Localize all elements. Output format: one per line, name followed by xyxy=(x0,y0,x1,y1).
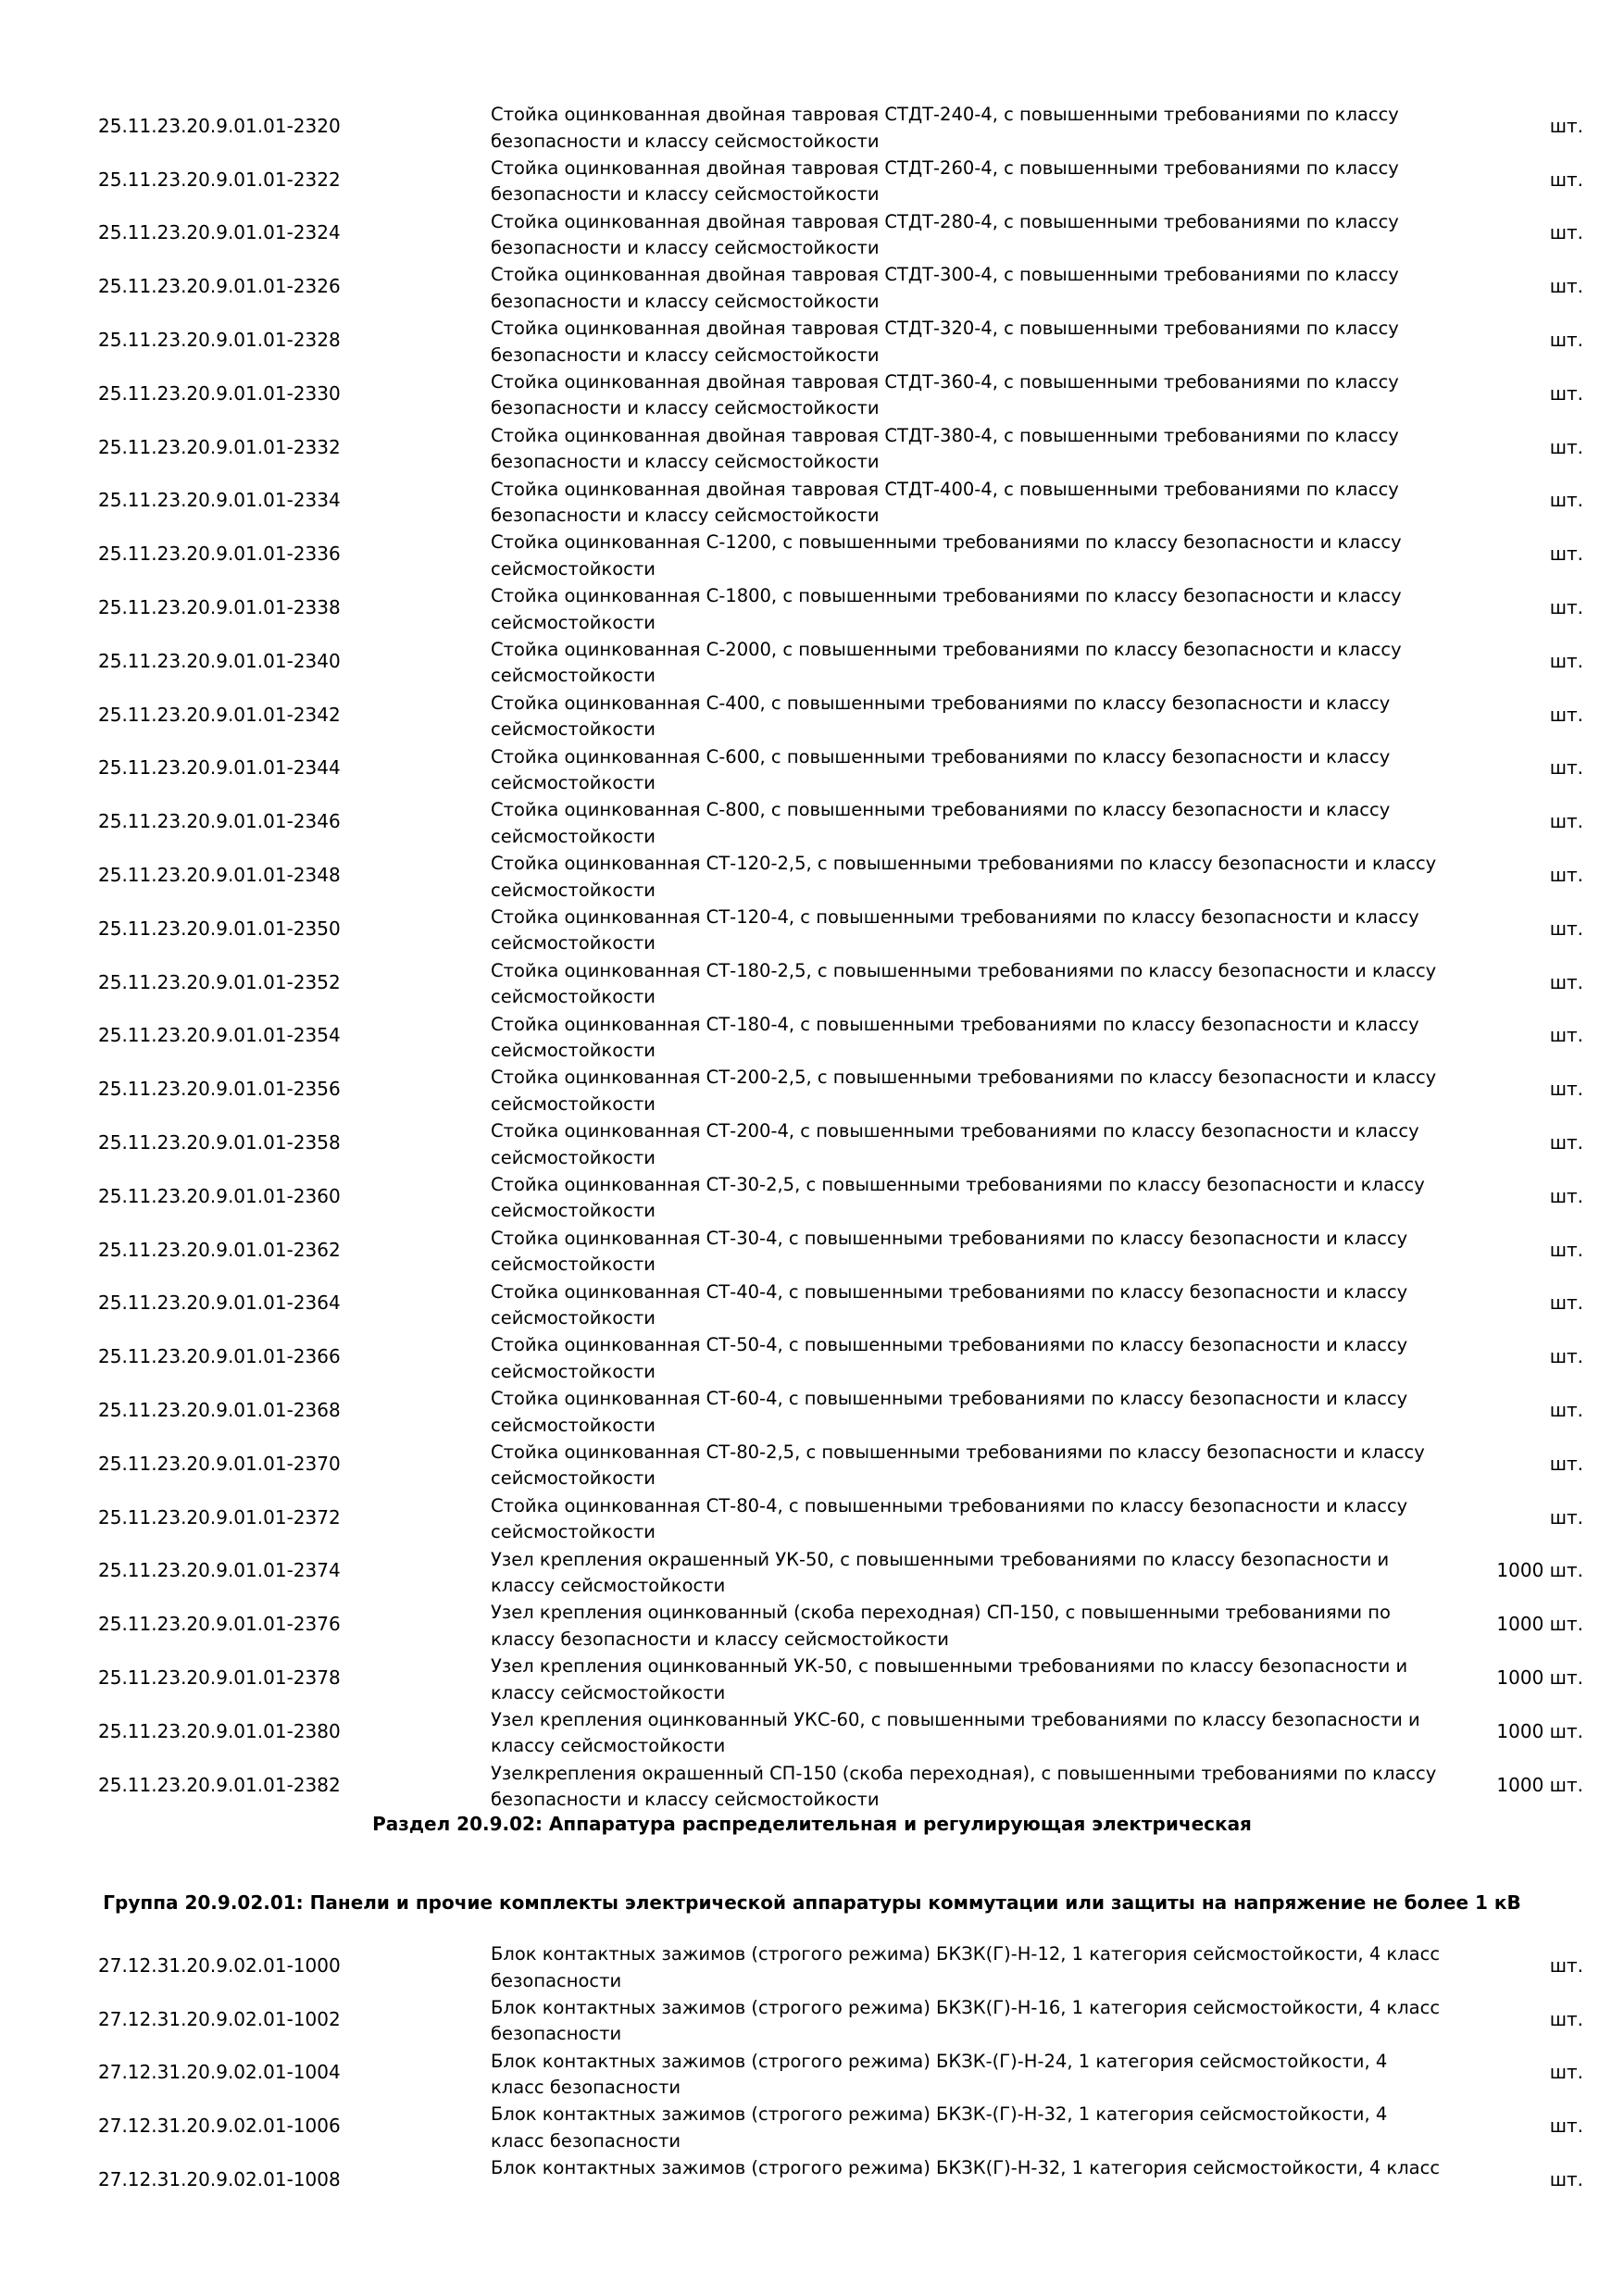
row-unit: шт. xyxy=(1549,1452,1583,1475)
table-row xyxy=(0,1116,1624,1169)
row-description: Стойка оцинкованная СТ-30-4, с повышенными требованиями по классу безопасности и классу сейсмостойкости xyxy=(491,1227,1408,1276)
row-code: 25.11.23.20.9.01.01-2350 xyxy=(98,917,341,940)
row-code: 27.12.31.20.9.02.01-1006 xyxy=(98,2115,341,2138)
row-code: 25.11.23.20.9.01.01-2356 xyxy=(98,1078,341,1101)
table-row xyxy=(0,580,1624,634)
group-title: Группа 20.9.02.01: Панели и прочие комплекты электрической аппаратуры коммутации или защиты на напряжение не более 1 кВ xyxy=(103,1891,1521,1914)
table-bottom xyxy=(0,1939,1624,2206)
row-unit: шт. xyxy=(1549,221,1583,244)
row-code: 25.11.23.20.9.01.01-2334 xyxy=(98,489,341,512)
table-row xyxy=(0,1383,1624,1437)
row-code: 25.11.23.20.9.01.01-2344 xyxy=(98,756,341,780)
row-description: Стойка оцинкованная двойная тавровая СТДТ-360-4, с повышенными требованиями по классу безопасности и классу сейсмостойкости xyxy=(491,370,1399,419)
row-description: Стойка оцинкованная двойная тавровая СТДТ-260-4, с повышенными требованиями по классу безопасности и классу сейсмостойкости xyxy=(491,156,1399,206)
row-unit: шт. xyxy=(1549,1953,1583,1977)
table-row xyxy=(0,1437,1624,1491)
row-description: Блок контактных зажимов (строгого режима) БКЗК-(Г)-Н-32, 1 категория сейсмостойкости, 4 класс безопасности xyxy=(491,2103,1388,2152)
row-code: 25.11.23.20.9.01.01-2372 xyxy=(98,1505,341,1529)
row-code: 25.11.23.20.9.01.01-2382 xyxy=(98,1773,341,1796)
row-code: 25.11.23.20.9.01.01-2324 xyxy=(98,221,341,244)
table-row xyxy=(0,794,1624,848)
row-description: Стойка оцинкованная С-400, с повышенными требованиями по классу безопасности и классу сейсмостойкости xyxy=(491,692,1391,741)
row-unit: 1000 шт. xyxy=(1496,1719,1583,1742)
row-code: 25.11.23.20.9.01.01-2352 xyxy=(98,970,341,993)
row-description: Стойка оцинкованная С-1200, с повышенными требованиями по классу безопасности и классу сейсмостойкости xyxy=(491,531,1402,580)
row-unit: шт. xyxy=(1549,2168,1583,2191)
table-row xyxy=(0,99,1624,153)
row-code: 25.11.23.20.9.01.01-2348 xyxy=(98,864,341,887)
row-unit: шт. xyxy=(1549,864,1583,887)
row-unit: шт. xyxy=(1549,1345,1583,1368)
row-unit: шт. xyxy=(1549,1238,1583,1261)
row-description: Стойка оцинкованная С-800, с повышенными требованиями по классу безопасности и классу сейсмостойкости xyxy=(491,799,1391,847)
row-description: Стойка оцинкованная двойная тавровая СТДТ-280-4, с повышенными требованиями по классу безопасности и классу сейсмостойкости xyxy=(491,210,1399,259)
row-description: Стойка оцинкованная двойная тавровая СТДТ-400-4, с повышенными требованиями по классу безопасности и классу сейсмостойкости xyxy=(491,478,1399,527)
table-row xyxy=(0,848,1624,902)
table-row xyxy=(0,259,1624,313)
row-unit: 1000 шт. xyxy=(1496,1613,1583,1636)
row-unit: шт. xyxy=(1549,329,1583,352)
row-description: Стойка оцинкованная С-1800, с повышенными требованиями по классу безопасности и классу сейсмостойкости xyxy=(491,585,1402,633)
row-unit: шт. xyxy=(1549,1292,1583,1315)
row-code: 25.11.23.20.9.01.01-2378 xyxy=(98,1666,341,1689)
row-unit: шт. xyxy=(1549,435,1583,458)
row-unit: шт. xyxy=(1549,917,1583,940)
row-unit: шт. xyxy=(1549,810,1583,833)
row-code: 25.11.23.20.9.01.01-2374 xyxy=(98,1559,341,1582)
row-unit: шт. xyxy=(1549,114,1583,137)
table-row xyxy=(0,1992,1624,2046)
row-unit: шт. xyxy=(1549,756,1583,780)
row-description: Стойка оцинкованная С-600, с повышенными требованиями по классу безопасности и классу сейсмостойкости xyxy=(491,745,1391,794)
row-unit: шт. xyxy=(1549,2007,1583,2030)
row-description: Блок контактных зажимов (строгого режима) БКЗК(Г)-Н-32, 1 категория сейсмостойкости, 4 класс xyxy=(491,2157,1441,2179)
table-row xyxy=(0,1223,1624,1277)
section-title: Раздел 20.9.02: Аппаратура распределительная и регулирующая электрическая xyxy=(372,1813,1252,1835)
row-unit: шт. xyxy=(1549,1399,1583,1422)
row-code: 27.12.31.20.9.02.01-1004 xyxy=(98,2061,341,2084)
row-code: 25.11.23.20.9.01.01-2338 xyxy=(98,596,341,619)
table-row xyxy=(0,2099,1624,2152)
table-row xyxy=(0,1277,1624,1330)
row-description: Стойка оцинкованная двойная тавровая СТДТ-240-4, с повышенными требованиями по классу безопасности и классу сейсмостойкости xyxy=(491,104,1399,152)
row-unit: шт. xyxy=(1549,2061,1583,2084)
row-code: 25.11.23.20.9.01.01-2368 xyxy=(98,1399,341,1422)
row-description: Стойка оцинкованная СТ-200-2,5, с повышенными требованиями по классу безопасности и классу сейсмостойкости xyxy=(491,1067,1437,1115)
row-description: Узел крепления оцинкованный УКС-60, с повышенными требованиями по классу безопасности и классу сейсмостойкости xyxy=(491,1708,1420,1757)
row-code: 25.11.23.20.9.01.01-2342 xyxy=(98,703,341,726)
table-row xyxy=(0,1597,1624,1651)
row-code: 25.11.23.20.9.01.01-2330 xyxy=(98,381,341,405)
row-unit: шт. xyxy=(1549,1131,1583,1154)
row-code: 25.11.23.20.9.01.01-2360 xyxy=(98,1184,341,1207)
row-unit: 1000 шт. xyxy=(1496,1666,1583,1689)
table-row xyxy=(0,420,1624,474)
table-row xyxy=(0,742,1624,795)
table-top xyxy=(0,99,1624,1812)
table-row xyxy=(0,1939,1624,1992)
table-row xyxy=(0,1491,1624,1544)
row-unit: шт. xyxy=(1549,970,1583,993)
row-code: 25.11.23.20.9.01.01-2362 xyxy=(98,1238,341,1261)
row-description: Стойка оцинкованная двойная тавровая СТДТ-320-4, с повышенными требованиями по классу безопасности и классу сейсмостойкости xyxy=(491,318,1399,366)
row-code: 27.12.31.20.9.02.01-1002 xyxy=(98,2007,341,2030)
row-description: Стойка оцинкованная двойная тавровая СТДТ-380-4, с повышенными требованиями по классу безопасности и классу сейсмостойкости xyxy=(491,424,1399,473)
table-row xyxy=(0,153,1624,206)
row-code: 25.11.23.20.9.01.01-2380 xyxy=(98,1719,341,1742)
table-row xyxy=(0,955,1624,1009)
row-description: Узелкрепления окрашенный СП-150 (скоба переходная), с повышенными требованиями по классу безопасности и классу сейсмостойкости xyxy=(491,1762,1437,1811)
row-unit: 1000 шт. xyxy=(1496,1773,1583,1796)
table-row xyxy=(0,367,1624,420)
table-row xyxy=(0,634,1624,688)
row-code: 25.11.23.20.9.01.01-2366 xyxy=(98,1345,341,1368)
table-row xyxy=(0,2046,1624,2100)
row-description: Стойка оцинкованная СТ-120-2,5, с повышенными требованиями по классу безопасности и классу сейсмостойкости xyxy=(491,853,1437,901)
row-code: 25.11.23.20.9.01.01-2326 xyxy=(98,275,341,298)
table-row xyxy=(0,688,1624,742)
row-unit: шт. xyxy=(1549,596,1583,619)
row-code: 25.11.23.20.9.01.01-2354 xyxy=(98,1024,341,1047)
row-description: Блок контактных зажимов (строгого режима) БКЗК(Г)-Н-16, 1 категория сейсмостойкости, 4 класс безопасности xyxy=(491,1996,1441,2045)
row-description: Блок контактных зажимов (строгого режима) БКЗК-(Г)-Н-24, 1 категория сейсмостойкости, 4 класс безопасности xyxy=(491,2050,1388,2099)
row-description: Стойка оцинкованная С-2000, с повышенными требованиями по классу безопасности и классу сейсмостойкости xyxy=(491,638,1402,687)
row-code: 25.11.23.20.9.01.01-2370 xyxy=(98,1452,341,1475)
row-description: Стойка оцинкованная СТ-30-2,5, с повышенными требованиями по классу безопасности и классу сейсмостойкости xyxy=(491,1173,1425,1222)
row-code: 25.11.23.20.9.01.01-2364 xyxy=(98,1292,341,1315)
row-unit: шт. xyxy=(1549,1024,1583,1047)
row-description: Узел крепления оцинкованный УК-50, с повышенными требованиями по классу безопасности и классу сейсмостойкости xyxy=(491,1655,1408,1703)
row-unit: шт. xyxy=(1549,2115,1583,2138)
table-row xyxy=(0,1062,1624,1116)
row-description: Стойка оцинкованная СТ-200-4, с повышенными требованиями по классу безопасности и классу сейсмостойкости xyxy=(491,1120,1419,1168)
row-code: 27.12.31.20.9.02.01-1000 xyxy=(98,1953,341,1977)
row-code: 27.12.31.20.9.02.01-1008 xyxy=(98,2168,341,2191)
row-description: Стойка оцинкованная СТ-50-4, с повышенными требованиями по классу безопасности и классу сейсмостойкости xyxy=(491,1334,1408,1382)
row-description: Блок контактных зажимов (строгого режима) БКЗК(Г)-Н-12, 1 категория сейсмостойкости, 4 класс безопасности xyxy=(491,1943,1441,1991)
row-description: Стойка оцинкованная СТ-40-4, с повышенными требованиями по классу безопасности и классу сейсмостойкости xyxy=(491,1280,1408,1329)
row-description: Стойка оцинкованная СТ-80-2,5, с повышенными требованиями по классу безопасности и классу сейсмостойкости xyxy=(491,1441,1425,1490)
table-row xyxy=(0,1009,1624,1063)
table-row xyxy=(0,313,1624,367)
table-row xyxy=(0,1169,1624,1223)
row-description: Стойка оцинкованная СТ-80-4, с повышенными требованиями по классу безопасности и классу сейсмостойкости xyxy=(491,1494,1408,1543)
table-row xyxy=(0,1329,1624,1383)
row-unit: шт. xyxy=(1549,703,1583,726)
row-unit: шт. xyxy=(1549,168,1583,191)
table-row xyxy=(0,1758,1624,1812)
table-row xyxy=(0,527,1624,580)
row-unit: шт. xyxy=(1549,275,1583,298)
row-description: Узел крепления оцинкованный (скоба переходная) СП-150, с повышенными требованиями по классу безопасности и классу сейсмостойкости xyxy=(491,1602,1391,1650)
row-code: 25.11.23.20.9.01.01-2340 xyxy=(98,649,341,672)
row-unit: 1000 шт. xyxy=(1496,1559,1583,1582)
row-description: Стойка оцинкованная СТ-180-4, с повышенными требованиями по классу безопасности и классу сейсмостойкости xyxy=(491,1013,1419,1062)
table-row xyxy=(0,1651,1624,1704)
table-row xyxy=(0,474,1624,528)
row-unit: шт. xyxy=(1549,1078,1583,1101)
row-unit: шт. xyxy=(1549,649,1583,672)
row-description: Стойка оцинкованная СТ-180-2,5, с повышенными требованиями по классу безопасности и классу сейсмостойкости xyxy=(491,959,1437,1008)
row-code: 25.11.23.20.9.01.01-2376 xyxy=(98,1613,341,1636)
row-code: 25.11.23.20.9.01.01-2320 xyxy=(98,114,341,137)
table-row xyxy=(0,206,1624,260)
table-row xyxy=(0,1704,1624,1758)
row-description: Стойка оцинкованная СТ-60-4, с повышенными требованиями по классу безопасности и классу сейсмостойкости xyxy=(491,1388,1408,1436)
row-unit: шт. xyxy=(1549,543,1583,566)
row-code: 25.11.23.20.9.01.01-2336 xyxy=(98,543,341,566)
row-unit: шт. xyxy=(1549,1184,1583,1207)
row-description: Стойка оцинкованная двойная тавровая СТДТ-300-4, с повышенными требованиями по классу безопасности и классу сейсмостойкости xyxy=(491,264,1399,312)
row-code: 25.11.23.20.9.01.01-2328 xyxy=(98,329,341,352)
row-description: Узел крепления окрашенный УК-50, с повышенными требованиями по классу безопасности и классу сейсмостойкости xyxy=(491,1548,1390,1597)
row-unit: шт. xyxy=(1549,1505,1583,1529)
row-unit: шт. xyxy=(1549,381,1583,405)
table-row xyxy=(0,1544,1624,1598)
row-code: 25.11.23.20.9.01.01-2332 xyxy=(98,435,341,458)
row-unit: шт. xyxy=(1549,489,1583,512)
row-code: 25.11.23.20.9.01.01-2322 xyxy=(98,168,341,191)
table-row xyxy=(0,2152,1624,2206)
table-row xyxy=(0,902,1624,955)
row-description: Стойка оцинкованная СТ-120-4, с повышенными требованиями по классу безопасности и классу сейсмостойкости xyxy=(491,905,1419,955)
row-code: 25.11.23.20.9.01.01-2346 xyxy=(98,810,341,833)
row-code: 25.11.23.20.9.01.01-2358 xyxy=(98,1131,341,1154)
